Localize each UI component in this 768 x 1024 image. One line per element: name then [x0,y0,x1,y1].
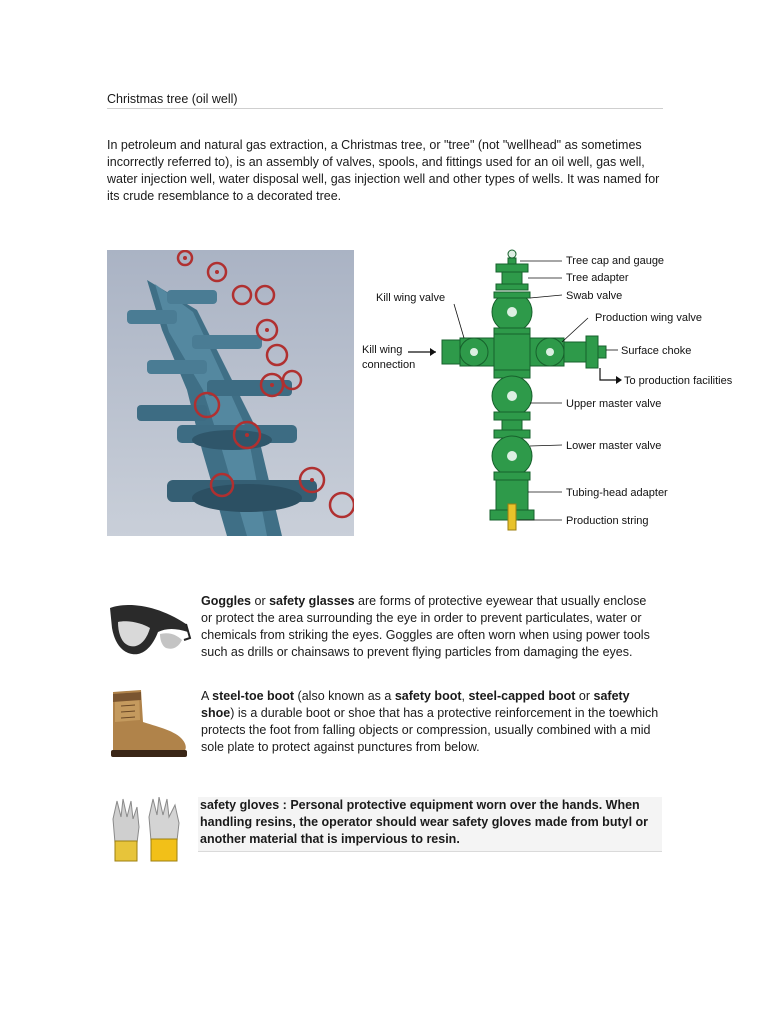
steel-toe-boot-term: steel-toe boot [212,689,295,703]
boot-text-2: , [461,689,469,703]
goggles-image [106,598,192,662]
label-tubing-head: Tubing-head adapter [566,487,668,499]
label-surface-choke: Surface choke [621,345,692,357]
label-upper-master: Upper master valve [566,398,662,410]
steel-toe-boot-image [107,688,189,760]
label-tree-cap: Tree cap and gauge [566,255,665,267]
goggles-paragraph [201,593,651,661]
safety-shoe-term: safety shoe [201,689,630,720]
goggles-term: Goggles [201,594,252,608]
goggles-text-1: or [251,594,270,608]
safety-boot-term: safety boot [394,689,462,703]
label-kill-wing-valve: Kill wing valve [376,292,446,304]
christmas-tree-diagram [356,246,756,536]
boot-text-4: ) is a durable boot or shoe that has a protective reinforcement in the toewhich protects the foot from falling objects or compression, usually combined with a mid sole plate to protect against punctures from below. [201,706,659,754]
steel-capped-boot-term: steel-capped boot [468,689,576,703]
page-title: Christmas tree (oil well) [107,92,238,106]
boot-text-3: or [575,689,594,703]
title-divider [107,108,663,109]
intro-paragraph: In petroleum and natural gas extraction, a Christmas tree, or "tree" (not "wellhead" as sometimes incorrectly referred to), is an assembly of valves, spools, and fittings used for an oil well, gas well, water injection well, water disposal well, gas injection well and other types of wells. It was named for its crude resemblance to a decorated tree. [107,138,660,203]
label-kill-wing-connection-2: connection [362,359,416,371]
label-tree-adapter: Tree adapter [566,272,629,284]
label-to-production: To production facilities [624,375,733,387]
label-production-string: Production string [566,515,649,527]
label-production-wing-valve: Production wing valve [595,312,703,324]
boot-text-0: A [201,689,213,703]
goggles-text-2: are forms of protective eyewear that usually enclose or protect the area surrounding the eye in order to prevent particulates, water or chemicals from striking the eyes. Goggles are often worn when using power tools such as drills or chainsaws to prevent flying particles from damaging the eyes. [201,594,650,659]
label-swab-valve: Swab valve [566,290,623,302]
christmas-tree-photo [107,250,354,536]
gloves-paragraph: safety gloves : Personal protective equipment worn over the hands. When handling resins, the operator should wear safety gloves made from butyl or another material that is impervious to resin. [200,798,649,846]
safety-glasses-term: safety glasses [269,594,355,608]
label-kill-wing-connection: Kill wing [362,344,403,356]
label-lower-master: Lower master valve [566,440,662,452]
safety-gloves-image [107,797,189,865]
boot-text-1: (also known as a [294,689,395,703]
boot-paragraph [201,688,663,756]
